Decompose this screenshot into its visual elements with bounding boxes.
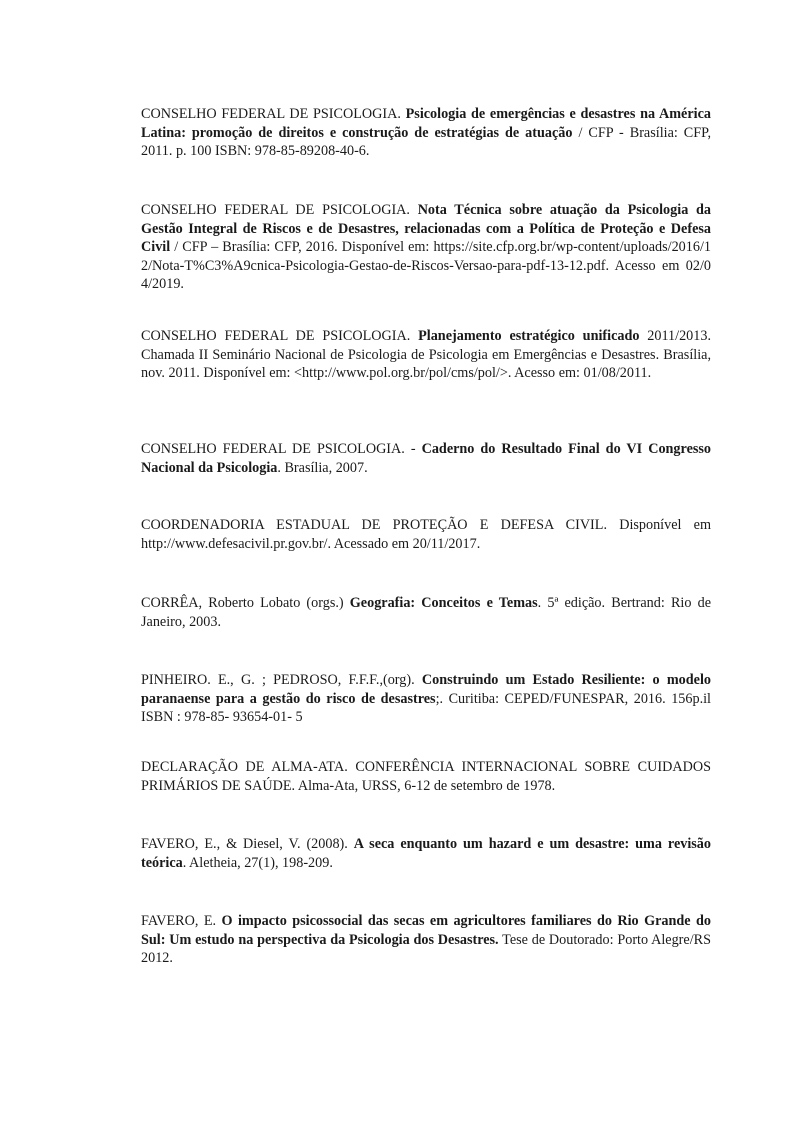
reference-entry	[141, 912, 711, 968]
reference-title: Planejamento estratégico unificado	[418, 328, 640, 344]
reference-authors: CONSELHO FEDERAL DE PSICOLOGIA. -	[141, 441, 422, 457]
reference-authors: CONSELHO FEDERAL DE PSICOLOGIA.	[141, 106, 406, 122]
reference-title: Psicologia de emergências e desastres na América Latina: promoção de direitos e construção de estratégias de atuação	[141, 106, 711, 141]
reference-authors: FAVERO, E.	[141, 913, 222, 929]
reference-title: O impacto psicossocial das secas em agricultores familiares do Rio Grande do Sul: Um estudo na perspectiva da Psicologia dos Desastres.	[141, 913, 711, 948]
reference-title: Nota Técnica sobre atuação da Psicologia da Gestão Integral de Riscos e de Desastres, relacionadas com a Política de Proteção e Defesa Civil	[141, 202, 711, 256]
reference-authors: CONSELHO FEDERAL DE PSICOLOGIA.	[141, 328, 419, 344]
reference-details: 2011/2013. Chamada II Seminário Nacional de Psicologia de Psicologia em Emergências e Desastres. Brasília, nov. 2011. Disponível em: <http://www.pol.org.br/pol/cms/pol/>. Acesso em: 01/08/2011.	[141, 328, 711, 382]
reference-entry	[141, 201, 711, 294]
reference-details: Tese de Doutorado: Porto Alegre/RS 2012.	[141, 931, 711, 967]
reference-entry	[141, 835, 711, 872]
reference-details: . Aletheia, 27(1), 198-209.	[182, 854, 333, 871]
reference-title: Construindo um Estado Resiliente: o modelo paranaense para a gestão do risco de desastres	[141, 672, 712, 707]
reference-authors: CONSELHO FEDERAL DE PSICOLOGIA.	[141, 202, 418, 218]
reference-entry	[141, 516, 711, 553]
reference-details: . Brasília, 2007.	[277, 459, 368, 476]
reference-details: ;. Curitiba: CEPED/FUNESPAR, 2016. 156p.il ISBN : 978-85- 93654-01- 5	[141, 690, 711, 726]
reference-entry	[141, 440, 711, 477]
reference-details: / CFP - Brasília: CFP, 2011. p. 100 ISBN: 978-85-89208-40-6.	[141, 124, 711, 160]
reference-title: A seca enquanto um hazard e um desastre: uma revisão teórica	[141, 836, 711, 871]
reference-text: COORDENADORIA ESTADUAL DE PROTEÇÃO E DEFESA CIVIL. Disponível em http://www.defesacivil.pr.gov.br/. Acessado em 20/11/2017.	[141, 517, 711, 552]
reference-text: DECLARAÇÃO DE ALMA-ATA. CONFERÊNCIA INTERNACIONAL SOBRE CUIDADOS PRIMÁRIOS DE SAÚDE. Alma-Ata, URSS, 6-12 de setembro de 1978.	[141, 759, 711, 794]
reference-entry	[141, 594, 711, 631]
reference-authors: CORRÊA, Roberto Lobato (orgs.)	[141, 595, 350, 611]
reference-authors: FAVERO, E., & Diesel, V. (2008).	[141, 836, 354, 852]
reference-entry	[141, 327, 711, 383]
reference-authors: PINHEIRO. E., G. ; PEDROSO, F.F.F.,(org).	[141, 672, 422, 688]
reference-entry	[141, 758, 711, 795]
reference-entry	[141, 671, 711, 727]
reference-details: / CFP – Brasília: CFP, 2016. Disponível em: https://site.cfp.org.br/wp-content/uploads/2016/12/Nota-T%C3%A9cnica-Psicologia-Gestao-de-Riscos-Versao-para-pdf-13-12.pdf. Acesso em 02/04/2019.	[141, 239, 711, 293]
reference-title: Geografia: Conceitos e Temas	[349, 595, 538, 611]
reference-details: . 5ª edição. Bertrand: Rio de Janeiro, 2003.	[141, 595, 711, 630]
reference-title: Caderno do Resultado Final do VI Congresso Nacional da Psicologia	[141, 441, 711, 476]
reference-entry	[141, 105, 711, 161]
